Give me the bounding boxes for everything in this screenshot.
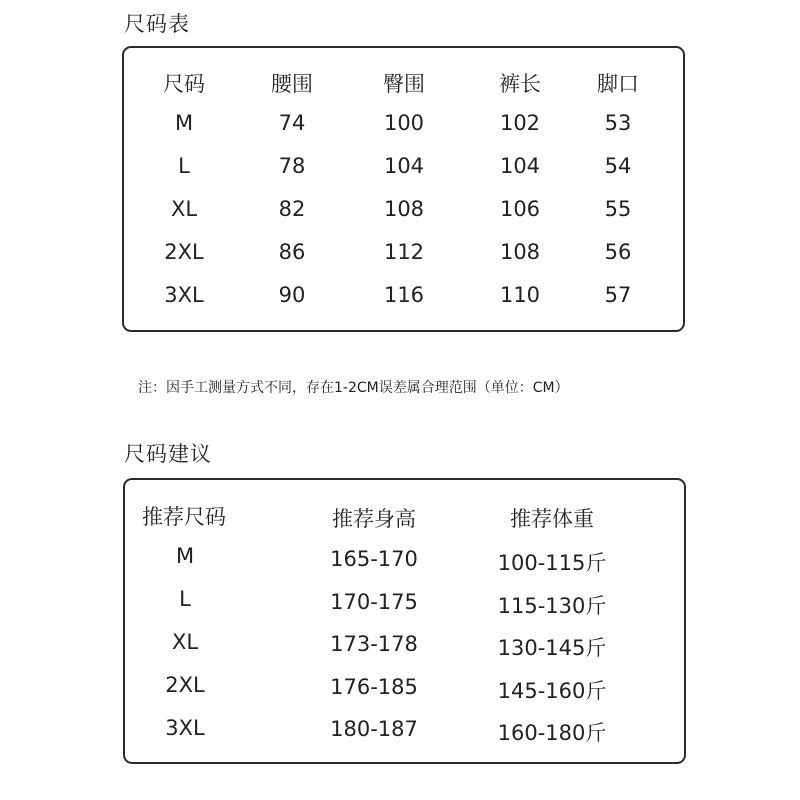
table-cell: 106 xyxy=(499,197,541,221)
recommend-header-size: 推荐尺码 xyxy=(142,505,226,529)
measurement-note: 注：因手工测量方式不同，存在1-2CM误差属合理范围（单位：CM） xyxy=(138,380,569,396)
table-cell: 104 xyxy=(383,154,425,178)
table-cell: L xyxy=(178,154,190,178)
table-cell: M xyxy=(175,544,195,568)
table-cell: XL xyxy=(171,630,199,654)
table-cell: 86 xyxy=(278,240,306,264)
table-cell: 82 xyxy=(278,197,306,221)
table-cell: 110 xyxy=(499,283,541,307)
table-cell: 2XL xyxy=(164,240,204,264)
table-cell: L xyxy=(179,587,191,611)
table-cell: 55 xyxy=(604,197,632,221)
table-cell: 130-145斤 xyxy=(497,636,607,660)
size-table-header-hem: 脚口 xyxy=(597,72,639,96)
table-cell: 57 xyxy=(604,283,632,307)
recommend-header-height: 推荐身高 xyxy=(332,507,416,531)
size-table-header-size: 尺码 xyxy=(163,72,205,96)
table-cell: 173-178 xyxy=(330,632,418,656)
table-cell: 116 xyxy=(383,283,425,307)
table-cell: 170-175 xyxy=(330,590,418,614)
table-cell: XL xyxy=(170,197,198,221)
table-cell: 102 xyxy=(499,111,541,135)
table-cell: 3XL xyxy=(164,283,204,307)
table-cell: 3XL xyxy=(165,716,205,740)
size-table-header-length: 裤长 xyxy=(499,72,541,96)
table-cell: 145-160斤 xyxy=(497,679,607,703)
table-cell: 54 xyxy=(604,154,632,178)
table-cell: 2XL xyxy=(165,673,205,697)
table-cell: 115-130斤 xyxy=(497,594,607,618)
table-cell: 74 xyxy=(278,111,306,135)
table-cell: 112 xyxy=(383,240,425,264)
size-table xyxy=(122,46,685,332)
table-cell: 100-115斤 xyxy=(497,551,607,575)
table-cell: 108 xyxy=(499,240,541,264)
table-cell: 78 xyxy=(278,154,306,178)
recommend-table xyxy=(123,478,686,764)
size-table-header-hip: 臀围 xyxy=(383,72,425,96)
size-table-title: 尺码表 xyxy=(124,12,190,36)
table-cell: 104 xyxy=(499,154,541,178)
table-cell: 108 xyxy=(383,197,425,221)
table-cell: 56 xyxy=(604,240,632,264)
table-cell: 90 xyxy=(278,283,306,307)
table-cell: M xyxy=(174,111,194,135)
table-cell: 100 xyxy=(383,111,425,135)
table-cell: 180-187 xyxy=(330,717,418,741)
table-cell: 53 xyxy=(604,111,632,135)
recommend-table-title: 尺码建议 xyxy=(124,442,212,466)
table-cell: 176-185 xyxy=(330,675,418,699)
table-cell: 165-170 xyxy=(330,547,418,571)
size-table-header-waist: 腰围 xyxy=(271,72,313,96)
table-cell: 160-180斤 xyxy=(497,721,607,745)
recommend-header-weight: 推荐体重 xyxy=(510,507,594,531)
